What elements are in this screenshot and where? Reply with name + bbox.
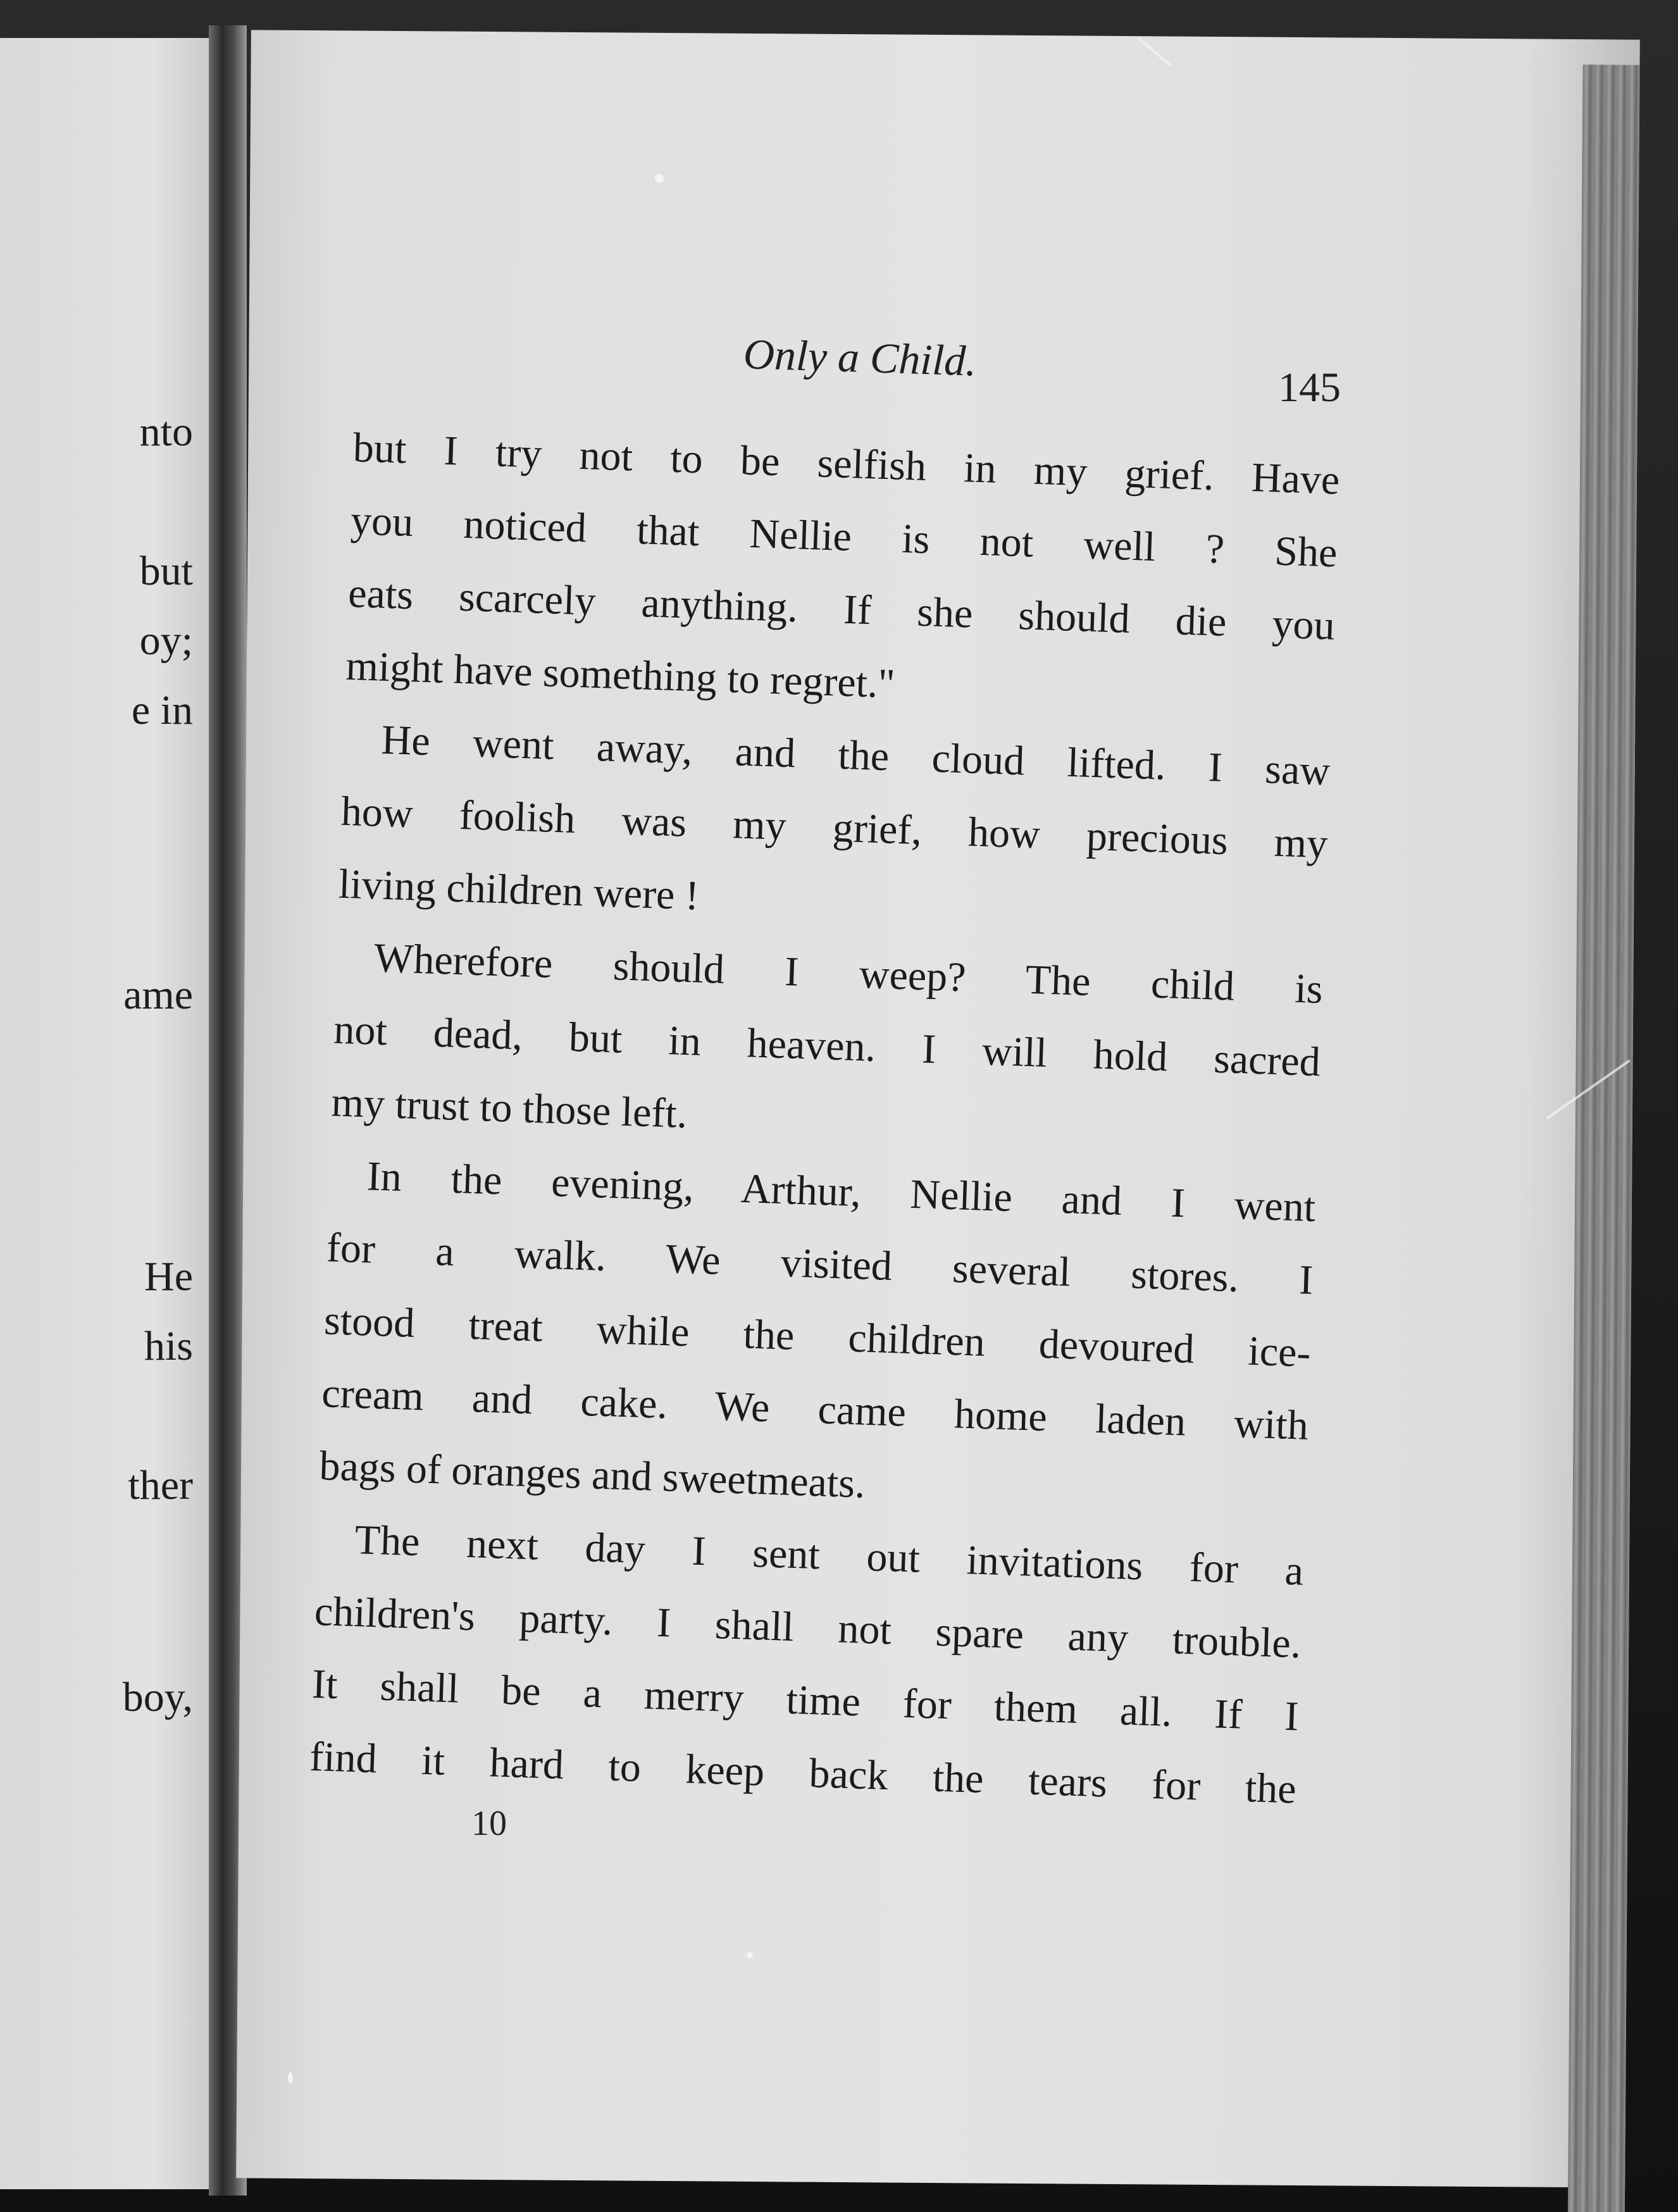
text-line: for a walk. We visited several stores. I: [325, 1224, 1314, 1303]
text-line: cream and cake. We came home laden with: [321, 1370, 1309, 1449]
text-line: my trust to those left.: [330, 1079, 688, 1138]
paragraph: [337, 702, 1331, 954]
paragraph: [345, 411, 1341, 735]
text-line: In the evening, Arthur, Nellie and I went: [366, 1153, 1317, 1231]
text-line: how foolish was my grief, how precious my: [340, 788, 1329, 867]
text-line: He went away, and the cloud lifted. I saw: [380, 716, 1331, 795]
paragraph: [330, 921, 1324, 1172]
text-line: Wherefore should I weep? The child is: [373, 935, 1324, 1013]
left-page-fragment: He: [144, 1253, 193, 1300]
dust-speck: [288, 2072, 293, 2084]
body-text: [309, 411, 1341, 1826]
text-line: find it hard to keep back the tears for the: [309, 1733, 1297, 1813]
page-edge: [1568, 65, 1640, 2212]
dust-speck: [655, 174, 664, 183]
paragraph: [318, 1138, 1317, 1534]
text-line: might have something to regret.": [345, 642, 896, 707]
text-line: eats scarcely anything. If she should die you: [347, 569, 1336, 649]
text-line: stood treat while the children devoured ice-: [323, 1297, 1312, 1376]
left-page-fragment: boy,: [122, 1674, 193, 1720]
left-page-fragment: e in: [131, 687, 193, 733]
paragraph: [309, 1502, 1305, 1825]
left-page-fragment: his: [144, 1323, 193, 1369]
left-page-fragment: oy;: [139, 618, 193, 664]
dust-speck: [747, 1952, 753, 1958]
text-line: children's party. I shall not spare any trouble.: [313, 1588, 1302, 1667]
page-number: 145: [1278, 364, 1341, 411]
text-line: but I try not to be selfish in my grief. Have: [352, 424, 1341, 504]
left-page-fragment: but: [139, 548, 193, 594]
left-page-fragment: nto: [139, 409, 193, 455]
text-line: you noticed that Nellie is not well ? She: [350, 497, 1338, 576]
text-line: not dead, but in heaven. I will hold sacred: [333, 1006, 1321, 1086]
left-page-fragment: ame: [123, 972, 193, 1018]
left-page: [0, 38, 218, 2189]
signature-mark: 10: [471, 1804, 507, 1843]
text-line: It shall be a merry time for them all. If I: [311, 1660, 1300, 1740]
text-line: living children were !: [338, 861, 700, 919]
text-line: The next day I sent out invitations for a: [354, 1517, 1305, 1594]
running-head: Only a Child.: [742, 330, 978, 385]
left-page-fragment: ther: [128, 1462, 193, 1508]
text-line: bags of oranges and sweetmeats.: [318, 1443, 866, 1507]
